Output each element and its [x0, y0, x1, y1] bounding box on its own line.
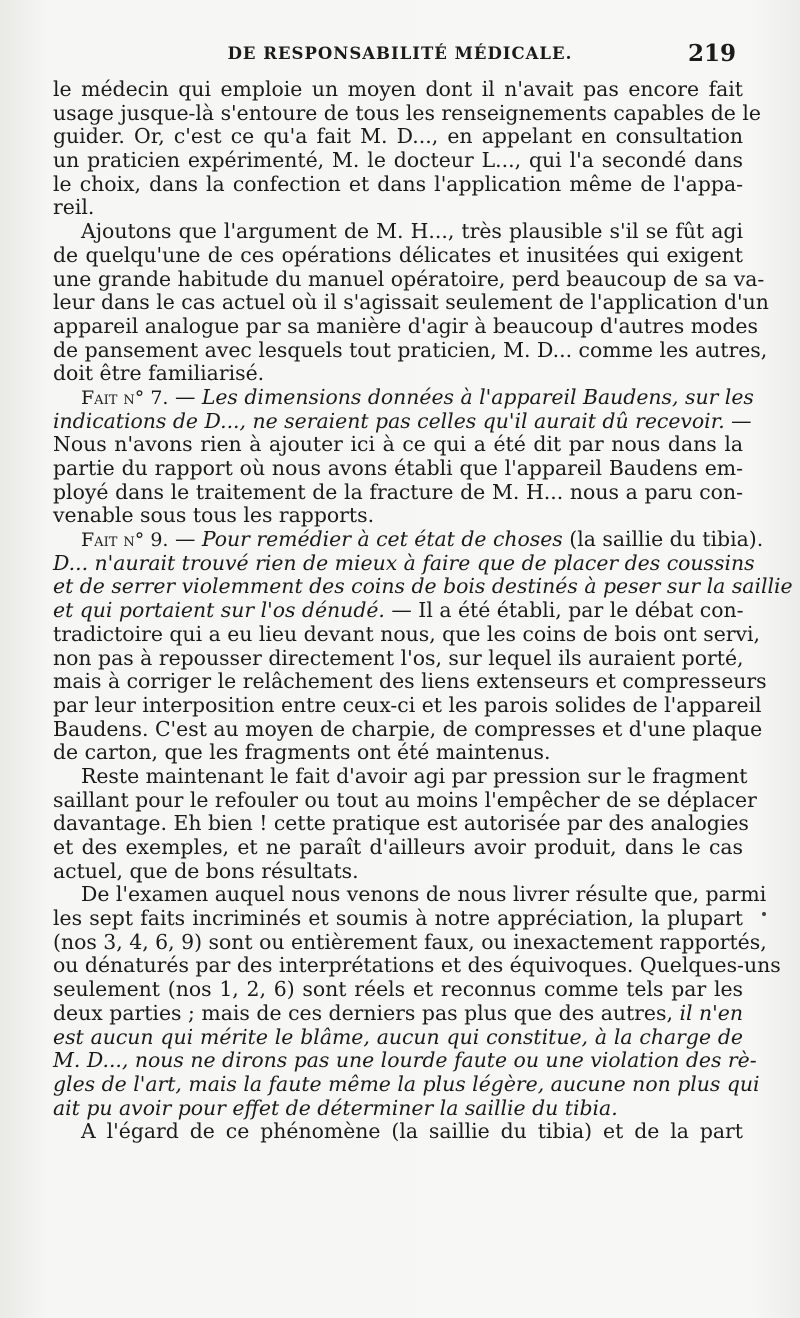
- roman-text: doit être familiarisé.: [53, 361, 265, 386]
- text-line: [53, 669, 767, 694]
- italic-text: et de serrer violemment des coins de bois destinés à peser sur la saillie: [53, 574, 793, 599]
- text-line: [53, 978, 743, 1002]
- roman-text: Baudens. C'est au moyen de charpie, de compresses et d'une plaque: [53, 716, 763, 741]
- roman-text: non pas à repousser directement l'os, sur lequel ils auraient porté,: [53, 645, 744, 670]
- page-header: [52, 40, 748, 74]
- text-line: [53, 836, 743, 860]
- text-line: [53, 811, 749, 836]
- roman-text: actuel, que de bons résultats.: [53, 858, 359, 883]
- roman-text: de carton, que les fragments ont été maintenus.: [53, 740, 551, 765]
- text-line: [53, 384, 754, 410]
- fact-label: Fait n° 9.: [81, 529, 169, 552]
- text-line: [53, 716, 763, 742]
- text-line: [53, 408, 752, 434]
- text-line: [53, 574, 793, 599]
- italic-text: ait pu avoir pour effet de déterminer la saillie du tibia.: [53, 1095, 618, 1120]
- roman-text: une grande habitude du manuel opératoire, perd beaucoup de sa va-: [53, 266, 765, 291]
- text-line: [53, 125, 743, 149]
- text-line: [53, 953, 781, 978]
- text-line: [53, 337, 768, 363]
- roman-text: de quelqu'une de ces opérations délicates et inusitées qui exigent: [53, 242, 743, 267]
- text-line: [53, 907, 743, 931]
- text-line: [53, 647, 743, 671]
- text-line: [53, 787, 757, 813]
- roman-text: ployé dans le traitement de la fracture de M. H... nous a paru con-: [53, 479, 743, 504]
- italic-text: et qui portaient sur l'os dénudé.: [53, 598, 385, 623]
- roman-text: usage jusque-là s'entoure de tous les renseignements capables de le: [53, 100, 761, 125]
- text-line: [53, 550, 755, 576]
- roman-text: et des exemples, et ne paraît d'ailleurs avoir produit, dans le cas: [53, 835, 743, 859]
- roman-text: par leur interposition entre ceux-ci et les parois solides de l'appareil: [53, 692, 762, 717]
- roman-text: (la saillie du tibia).: [562, 527, 764, 552]
- text-line: [53, 763, 748, 789]
- text-line: [53, 621, 761, 647]
- text-line: [53, 457, 743, 481]
- roman-text: un praticien expérimenté, M. le docteur L..., qui l'a secondé dans: [53, 148, 743, 173]
- text-line: [53, 1002, 743, 1026]
- text-line: [53, 244, 743, 268]
- roman-text: venable sous tous les rapports.: [53, 503, 375, 528]
- roman-text: Nous n'avons rien à ajouter ici à ce qui a été dit par nous dans la: [53, 432, 743, 457]
- roman-text: (nos 3, 4, 6, 9) sont ou entièrement faux, ou inexactement rapportés,: [53, 929, 767, 954]
- roman-text: les sept faits incriminés et soumis à notre appréciation, la plupart: [53, 906, 743, 931]
- roman-text: deux parties ; mais de ces derniers pas plus que des autres,: [53, 1000, 680, 1025]
- text-line: [53, 100, 761, 126]
- roman-text: partie du rapport où nous avons établi que l'appareil Baudens em-: [53, 456, 743, 480]
- text-line: [53, 1026, 743, 1050]
- roman-text: Reste maintenant le fait d'avoir agi par pression sur le fragment: [81, 763, 748, 788]
- roman-text: A l'égard de ce phénomène (la saillie du tibia) et de la part: [81, 1119, 743, 1144]
- text-line: [53, 362, 743, 386]
- italic-text: indications de D..., ne seraient pas celles qu'il aurait dû recevoir.: [53, 408, 725, 433]
- italic-text: Les dimensions données à l'appareil Baudens, sur les: [201, 384, 754, 409]
- text-line: [53, 929, 767, 955]
- text-line: [53, 290, 769, 315]
- text-line: [53, 692, 762, 718]
- italic-text: il n'en: [679, 1000, 743, 1025]
- text-line: [53, 1097, 743, 1121]
- text-line: [53, 860, 743, 884]
- page-number: 219: [687, 40, 736, 67]
- text-line: [53, 149, 743, 173]
- roman-text: leur dans le cas actuel où il s'agissait seulement de l'application d'un: [53, 290, 769, 315]
- roman-text: Ajoutons que l'argument de M. H..., très plausible s'il se fût agi: [81, 219, 743, 244]
- roman-text: mais à corriger le relâchement des liens extenseurs et compresseurs: [53, 669, 767, 694]
- text-line: [53, 173, 743, 197]
- roman-text: reil.: [53, 195, 95, 220]
- roman-text: tradictoire qui a eu lieu devant nous, que les coins de bois ont servi,: [53, 621, 761, 646]
- text-line: [53, 527, 764, 552]
- text-line: [53, 78, 743, 102]
- roman-text: guider. Or, c'est ce qu'a fait M. D..., en appelant en consultation: [53, 124, 743, 149]
- text-line: [53, 266, 765, 292]
- italic-text: est aucun qui mérite le blâme, aucun qui constitue, à la charge de: [53, 1024, 743, 1049]
- roman-text: appareil analogue par sa manière d'agir à beaucoup d'autres modes: [53, 313, 758, 338]
- roman-text: De l'examen auquel nous venons de nous livrer résulte que, parmi: [81, 882, 767, 907]
- roman-text: de pansement avec lesquels tout praticien, M. D... comme les autres,: [53, 337, 768, 362]
- italic-text: D... n'aurait trouvé rien de mieux à faire que de placer des coussins: [53, 550, 755, 575]
- italic-text: gles de l'art, mais la faute même la plus légère, aucune non plus qui: [53, 1071, 760, 1096]
- text-line: [53, 504, 743, 528]
- text-line: [53, 433, 743, 457]
- text-line: [53, 741, 743, 765]
- roman-text: saillant pour le refouler ou tout au moins l'empêcher de se déplacer: [53, 787, 757, 812]
- text-line: [53, 196, 743, 220]
- roman-text: —: [168, 527, 202, 552]
- roman-text: — Il a été établi, par le débat con-: [384, 598, 744, 623]
- roman-text: seulement (nos 1, 2, 6) sont réels et reconnus comme tels par les: [53, 977, 743, 1002]
- print-speck: [762, 912, 766, 916]
- text-line: [53, 220, 743, 244]
- text-line: [53, 313, 758, 339]
- roman-text: —: [168, 384, 202, 409]
- roman-text: ou dénaturés par des interprétations et des équivoques. Quelques-uns: [53, 953, 781, 978]
- text-line: [53, 1120, 743, 1144]
- roman-text: le choix, dans la confection et dans l'application même de l'appa-: [53, 171, 743, 196]
- roman-text: le médecin qui emploie un moyen dont il n'avait pas encore fait: [53, 77, 743, 101]
- text-line: [53, 481, 743, 505]
- text-line: [53, 1048, 757, 1073]
- fact-label: Fait n° 7.: [81, 386, 169, 409]
- text-line: [53, 599, 743, 623]
- italic-text: M. D..., nous ne dirons pas une lourde faute ou une violation des rè-: [53, 1048, 757, 1073]
- text-line: [53, 1071, 760, 1097]
- roman-text: —: [724, 408, 752, 433]
- text-line: [53, 882, 767, 907]
- roman-text: davantage. Eh bien ! cette pratique est autorisée par des analogies: [53, 811, 749, 836]
- body-text: [53, 77, 793, 1144]
- italic-text: Pour remédier à cet état de choses: [201, 527, 563, 552]
- running-title: DE RESPONSABILITÉ MÉDICALE.: [227, 44, 573, 63]
